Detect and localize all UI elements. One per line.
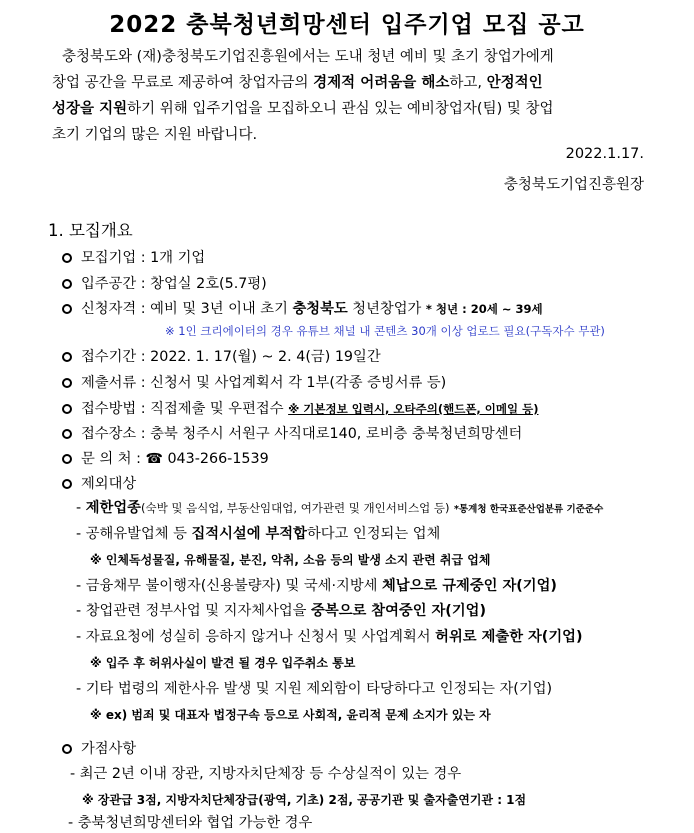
- notice-date: 2022.1.17.: [565, 146, 644, 162]
- qual-text-a: 신청자격 : 예비 및 3년 이내 초기: [81, 301, 293, 317]
- exclusion-4-text-a: - 창업관련 정부사업 및 지자체사업을: [76, 603, 312, 619]
- item-period-text: 접수기간 : 2022. 1. 17(월) ~ 2. 4(금) 19일간: [81, 349, 381, 365]
- item-docs-text: 제출서류 : 신청서 및 사업계획서 각 1부(각종 증빙서류 등): [81, 375, 447, 391]
- intro-line-3b: 하기 위해 입주기업을 모집하오니 관심 있는 예비창업자(팀) 및 창업: [127, 101, 554, 117]
- method-typo-warning: ※ 기본정보 입력시, 오타주의(핸드폰, 이메일 등): [288, 402, 539, 416]
- circle-bullet-icon: [62, 352, 72, 362]
- exclusion-1: [76, 497, 603, 517]
- issuing-organization: 충청북도기업진흥원장: [503, 177, 644, 193]
- dash: -: [76, 500, 86, 516]
- contact-phone: 043-266-1539: [167, 451, 269, 467]
- section-title: 1. 모집개요: [48, 221, 133, 240]
- intro-emphasis-2: 안정적인: [486, 75, 543, 91]
- item-exclusion: [62, 473, 136, 493]
- exclusion-4-emphasis: 중복으로 참여중인 자(기업): [311, 603, 486, 619]
- exclusion-2: [76, 523, 440, 543]
- exclusion-2-text-c: 하다고 인정되는 업체: [306, 526, 441, 542]
- item-space-text: 입주공간 : 창업실 2호(5.7평): [81, 276, 267, 292]
- circle-bullet-icon: [62, 304, 72, 314]
- qual-age-note: * 청년 : 20세 ~ 39세: [425, 302, 543, 316]
- bonus-1: - 최근 2년 이내 장관, 지방자치단체장 등 수상실적이 있는 경우: [70, 766, 462, 782]
- intro-paragraph: [52, 44, 652, 148]
- contact-label: 문 의 처 :: [81, 451, 146, 467]
- item-bonus: [62, 738, 136, 758]
- circle-bullet-icon: [62, 479, 72, 489]
- intro-line-2c: 하고,: [449, 75, 487, 91]
- exclusion-4: [76, 600, 486, 620]
- exclusion-2-emphasis: 집적시설에 부적합: [191, 526, 307, 542]
- item-method: [62, 398, 539, 418]
- exclusion-3: [76, 575, 557, 595]
- phone-icon: ☎: [145, 451, 163, 467]
- exclusion-2-text-a: - 공해유발업체 등: [76, 526, 192, 542]
- item-period: [62, 346, 381, 366]
- intro-line-2a: 창업 공간을 무료로 제공하여 창업자금의: [52, 75, 314, 91]
- exclusion-5-text-a: - 자료요청에 성실히 응하지 않거나 신청서 및 사업계획서: [76, 629, 436, 645]
- bonus-heading: 가점사항: [81, 741, 137, 757]
- intro-emphasis-3: 성장을 지원: [52, 101, 128, 117]
- qual-creator-note: ※ 1인 크리에이터의 경우 유튜브 채널 내 콘텐츠 30개 이상 업로드 필요(구독자수 무관): [165, 324, 605, 338]
- exclusion-3-text-a: - 금융채무 불이행자(신용불량자) 및 국세·지방세: [76, 578, 382, 594]
- exclusion-5-note: ※ 입주 후 허위사실이 발견 될 경우 입주취소 통보: [90, 656, 356, 670]
- item-space: [62, 273, 267, 293]
- industry-standard-note: *통계청 한국표준산업분류 기준준수: [454, 504, 604, 515]
- exclusion-3-emphasis: 체납으로 규제중인 자(기업): [382, 578, 557, 594]
- exclusion-2-note: ※ 인체독성물질, 유해물질, 분진, 악취, 소음 등의 발생 소지 관련 취급 업체: [90, 553, 491, 567]
- restricted-industry: 제한업종: [85, 500, 141, 516]
- exclusion-5: [76, 626, 583, 646]
- intro-line-4: 초기 기업의 많은 지원 바랍니다.: [52, 127, 258, 143]
- intro-line-1: 충청북도와 (재)충청북도기업진흥원에서는 도내 청년 예비 및 초기 창업가에게: [62, 49, 554, 65]
- bonus-1-note: ※ 장관급 3점, 지방자치단체장급(광역, 기초) 2점, 공공기관 및 출자출연기관 : 1점: [82, 793, 527, 807]
- circle-bullet-icon: [62, 454, 72, 464]
- item-recruit: [62, 247, 205, 267]
- exclusion-6: - 기타 법령의 제한사유 발생 및 지원 제외함이 타당하다고 인정되는 자(기업): [76, 681, 553, 697]
- notice-title: 2022 충북청년희망센터 입주기업 모집 공고: [109, 12, 585, 38]
- circle-bullet-icon: [62, 429, 72, 439]
- circle-bullet-icon: [62, 744, 72, 754]
- item-place-text: 접수장소 : 충북 청주시 서원구 사직대로140, 로비층 충북청년희망센터: [81, 426, 523, 442]
- circle-bullet-icon: [62, 279, 72, 289]
- item-recruit-text: 모집기업 : 1개 기업: [81, 250, 206, 266]
- item-contact: [62, 448, 269, 468]
- exclusion-5-emphasis: 허위로 제출한 자(기업): [435, 629, 583, 645]
- exclusion-heading: 제외대상: [81, 476, 137, 492]
- item-method-text: 접수방법 : 직접제출 및 우편접수: [81, 401, 289, 417]
- qual-region: 충청북도: [292, 301, 348, 317]
- circle-bullet-icon: [62, 253, 72, 263]
- circle-bullet-icon: [62, 378, 72, 388]
- qual-text-c: 청년창업가: [347, 301, 426, 317]
- exclusion-6-note: ※ ex) 범죄 및 대표자 법정구속 등으로 사회적, 윤리적 문제 소지가 있는 자: [90, 708, 491, 722]
- item-qualification: [62, 298, 543, 318]
- item-place: [62, 423, 522, 443]
- intro-emphasis-1: 경제적 어려움을 해소: [313, 75, 450, 91]
- restricted-industry-list: (숙박 및 음식업, 부동산임대업, 여가관련 및 개인서비스업 등): [140, 501, 450, 515]
- circle-bullet-icon: [62, 404, 72, 414]
- bonus-2: - 충북청년희망센터와 협업 가능한 경우: [68, 815, 313, 831]
- item-docs: [62, 372, 446, 392]
